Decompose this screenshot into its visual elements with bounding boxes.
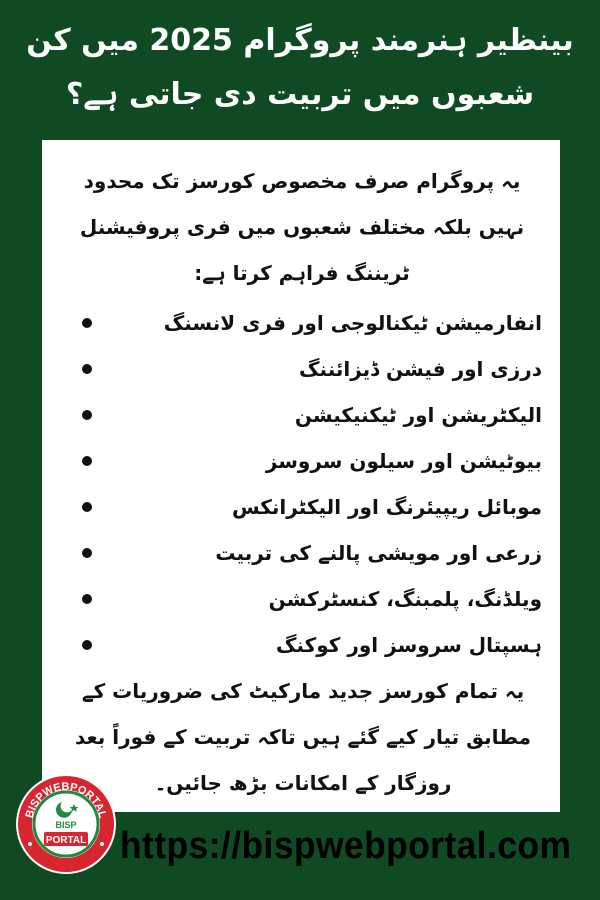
bullet-icon (82, 640, 92, 650)
list-item: انفارمیشن ٹیکنالوجی اور فری لانسنگ (72, 300, 542, 346)
website-url[interactable]: https://bispwebportal.com (120, 825, 572, 867)
logo-bottom-text: PORTAL (45, 835, 87, 846)
list-item: زرعی اور مویشی پالنے کی تربیت (72, 530, 542, 576)
list-item: الیکٹریشن اور ٹیکنیکیشن (72, 392, 542, 438)
list-item: بیوٹیشن اور سیلون سروسز (72, 438, 542, 484)
outro-text: یہ تمام کورسز جدید مارکیٹ کی ضروریات کے مطابق تیار کیے گئے ہیں تاکہ تربیت کے فوراً بعد روزگار کے امکانات بڑھ جائیں۔ (74, 679, 532, 795)
bullet-icon (82, 594, 92, 604)
bullet-icon (82, 548, 92, 558)
training-list (72, 300, 542, 668)
bullet-icon (82, 410, 92, 420)
list-item: ویلڈنگ، پلمبنگ، کنسٹرکشن (72, 576, 542, 622)
content-card (42, 140, 560, 812)
bullet-icon (82, 318, 92, 328)
list-item: ہسپتال سروسز اور کوکنگ (72, 622, 542, 668)
list-item: درزی اور فیشن ڈیزائننگ (72, 346, 542, 392)
list-item: موبائل ریپیئرنگ اور الیکٹرانکس (72, 484, 542, 530)
page-title: بینظیر ہنرمند پروگرام 2025 میں کن شعبوں میں تربیت دی جاتی ہے؟ (26, 23, 574, 112)
logo-ring-text: BISPWEBPORTAL (23, 780, 109, 820)
bispwebportal-logo (14, 772, 118, 876)
bullet-icon (82, 364, 92, 374)
logo-mid-text: BISP (55, 820, 77, 830)
bullet-icon (82, 456, 92, 466)
intro-text: یہ پروگرام صرف مخصوص کورسز تک محدود نہیں بلکہ مختلف شعبوں میں فری پروفیشنل ٹریننگ فراہم کرتا ہے: (79, 169, 525, 285)
bullet-icon (82, 502, 92, 512)
